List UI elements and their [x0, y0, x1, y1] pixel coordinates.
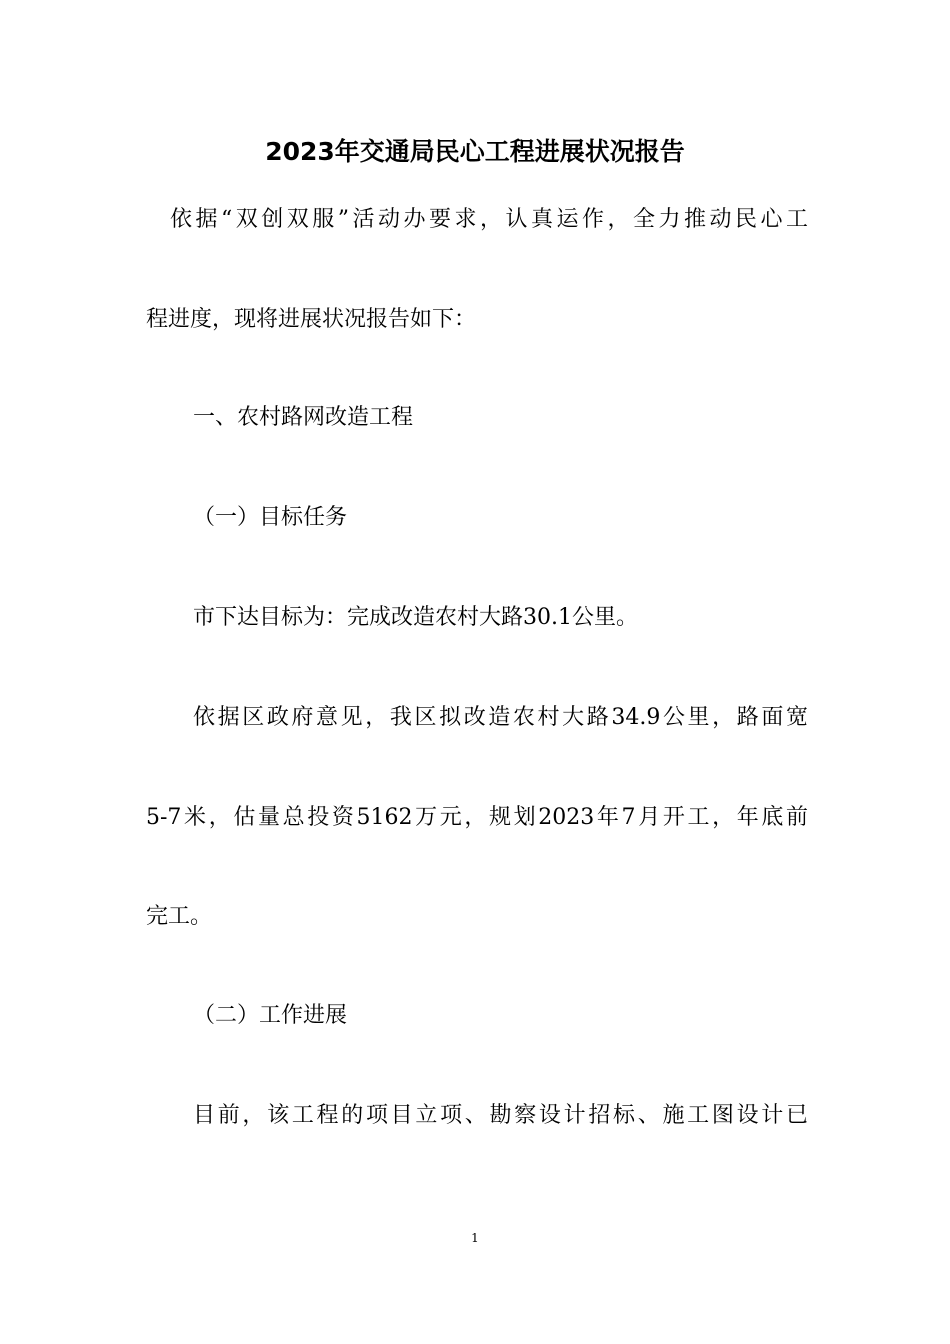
paragraph-intro-line-2: 程进度，现将进展状况报告如下： — [146, 307, 477, 332]
paragraph-intro-line-1: 依据“双创双服”活动办要求，认真运作，全力推动民心工 — [170, 207, 808, 232]
subsection-heading-progress: （二）工作进展 — [193, 1003, 348, 1028]
paragraph-plan-line-3: 完工。 — [146, 904, 213, 929]
section-heading-1: 一、农村路网改造工程 — [193, 405, 414, 430]
subsection-heading-target: （一）目标任务 — [193, 505, 348, 530]
paragraph-target: 市下达目标为：完成改造农村大路30.1公里。 — [193, 605, 638, 630]
paragraph-plan-line-1: 依据区政府意见，我区拟改造农村大路34.9公里，路面宽 — [193, 705, 808, 730]
paragraph-plan-line-2: 5-7米，估量总投资5162万元，规划2023年7月开工，年底前 — [146, 805, 808, 830]
document-title: 2023年交通局民心工程进展状况报告 — [265, 137, 685, 166]
paragraph-progress-line-1: 目前，该工程的项目立项、勘察设计招标、施工图设计已 — [193, 1103, 808, 1128]
page-number: 1 — [471, 1231, 479, 1245]
